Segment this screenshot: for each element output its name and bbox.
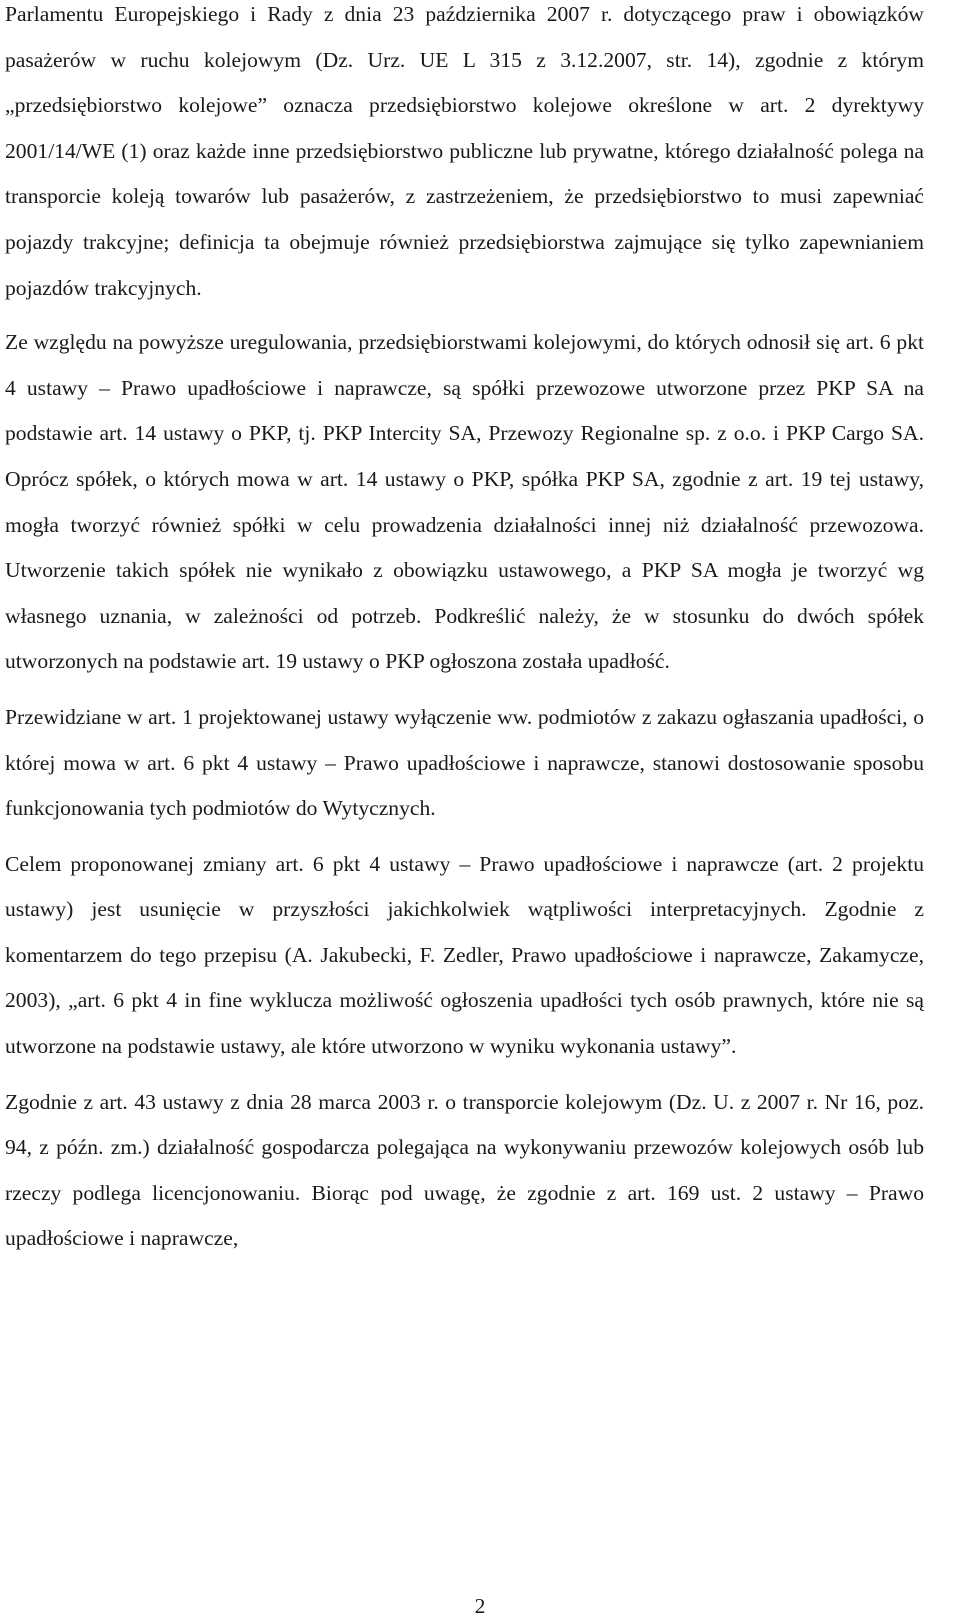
paragraph-5: Zgodnie z art. 43 ustawy z dnia 28 marca 2003 r. o transporcie kolejowym (Dz. U. z 2007 r. Nr 16, poz. 94, z późn. zm.) działalność gospodarcza polegająca na wykonywaniu przewozów kolejowych osób lub rzeczy podlega licencjonowaniu. Biorąc pod uwagę, że zgodnie z art. 169 ust. 2 ustawy – Prawo upadłościowe i naprawcze, [5,1089,924,1251]
paragraph-2: Ze względu na powyższe uregulowania, przedsiębiorstwami kolejowymi, do których odnosił się art. 6 pkt 4 ustawy – Prawo upadłościowe i naprawcze, są spółki przewozowe utworzone przez PKP SA na podstawie art. 14 ustawy o PKP, tj. PKP Intercity SA, Przewozy Regionalne sp. z o.o. i PKP Cargo SA. Oprócz spółek, o których mowa w art. 14 ustawy o PKP, spółka PKP SA, zgodnie z art. 19 tej ustawy, mogła tworzyć również spółki w celu prowadzenia działalności innej niż działalność przewozowa. Utworzenie takich spółek nie wynikało z obowiązku ustawowego, a PKP SA mogła je tworzyć wg własnego uznania, w zależności od potrzeb. Podkreślić należy, że w stosunku do dwóch spółek utworzonych na podstawie art. 19 ustawy o PKP ogłoszona została upadłość. [5,330,924,674]
paragraph-1: Parlamentu Europejskiego i Rady z dnia 23 października 2007 r. dotyczącego praw i obowiązków pasażerów w ruchu kolejowym (Dz. Urz. UE L 315 z 3.12.2007, str. 14), zgodnie z którym „przedsiębiorstwo kolejowe” oznacza przedsiębiorstwo kolejowe określone w art. 2 dyrektywy 2001/14/WE (1) oraz każde inne przedsiębiorstwo publiczne lub prywatne, którego działalność polega na transporcie koleją towarów lub pasażerów, z zastrzeżeniem, że przedsiębiorstwo to musi zapewniać pojazdy trakcyjne; definicja ta obejmuje również przedsiębiorstwa zajmujące się tylko zapewnianiem pojazdów trakcyjnych. [5,2,924,300]
paragraph-3: Przewidziane w art. 1 projektowanej ustawy wyłączenie ww. podmiotów z zakazu ogłaszania upadłości, o której mowa w art. 6 pkt 4 ustawy – Prawo upadłościowe i naprawcze, stanowi dostosowanie sposobu funkcjonowania tych podmiotów do Wytycznych. [5,704,924,821]
page-number: 2 [474,1594,486,1618]
document-page [5,0,924,1262]
paragraph-4: Celem proponowanej zmiany art. 6 pkt 4 ustawy – Prawo upadłościowe i naprawcze (art. 2 projektu ustawy) jest usunięcie w przyszłości jakichkolwiek wątpliwości interpretacyjnych. Zgodnie z komentarzem do tego przepisu (A. Jakubecki, F. Zedler, Prawo upadłościowe i naprawcze, Zakamycze, 2003), „art. 6 pkt 4 in fine wyklucza możliwość ogłoszenia upadłości tych osób prawnych, które nie są utworzone na podstawie ustawy, ale które utworzono w wyniku wykonania ustawy”. [5,851,924,1059]
